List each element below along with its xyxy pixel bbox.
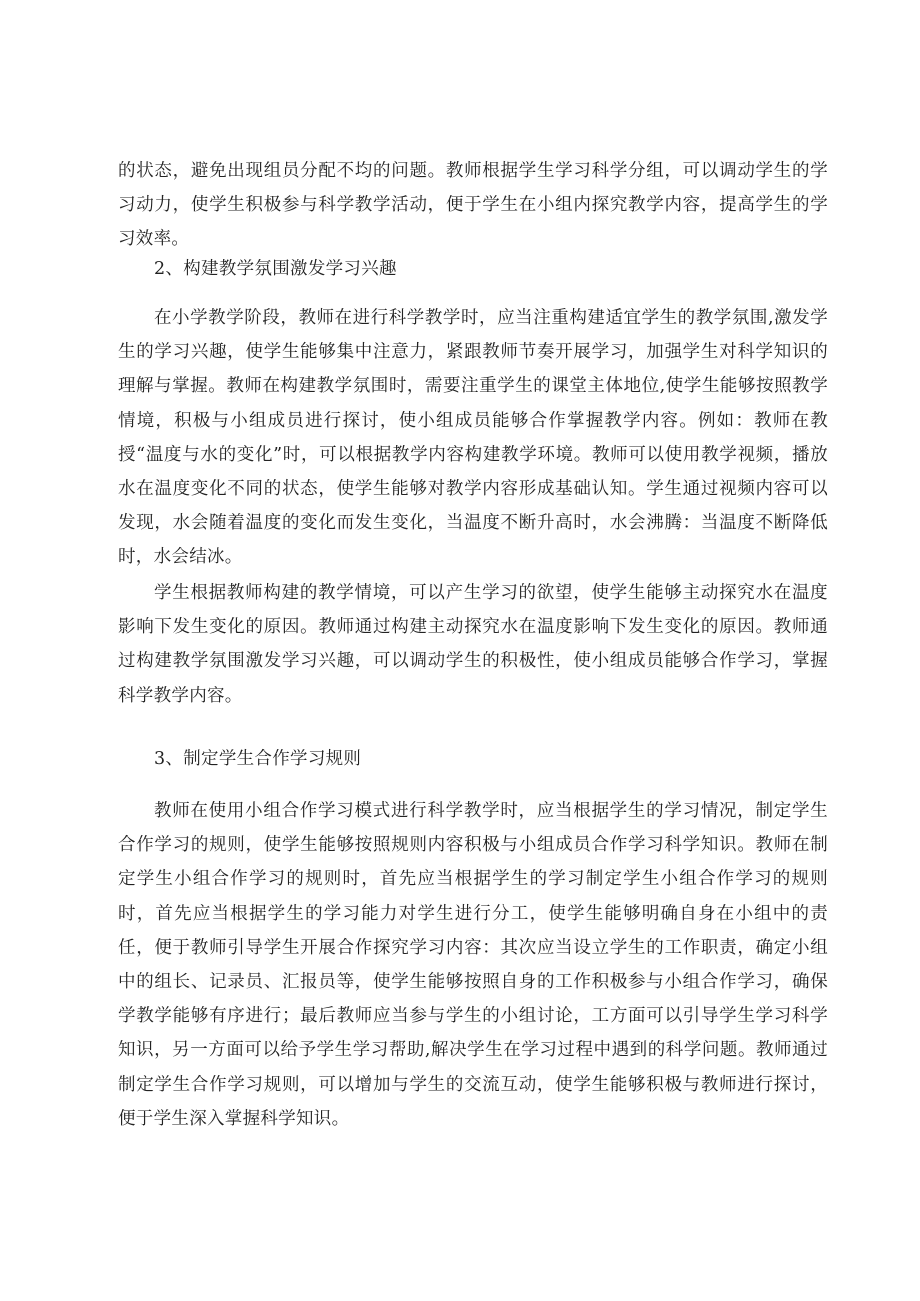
section-heading-2: 2、构建教学氛围激发学习兴趣 [154,259,397,279]
paragraph-2b: 学生根据教师构建的教学情境，可以产生学习的欲望，使学生能够主动探究水在温度影响下发生变化的原因。教师通过构建主动探究水在温度影响下发生变化的原因。教师通过构建教学氛围激发学习兴趣，可以调动学生的积极性，使小组成员能够合作学习，掌握科学教学内容。 [118,583,828,706]
paragraph-3: 教师在使用小组合作学习模式进行科学教学时，应当根据学生的学习情况，制定学生合作学习的规则，使学生能够按照规则内容积极与小组成员合作学习科学知识。教师在制定学生小组合作学习的规则时，首先应当根据学生的学习制定学生小组合作学习的规则时，首先应当根据学生的学习能力对学生进行分工，使学生能够明确自身在小组中的责任，便于教师引导学生开展合作探究学习内容：其次应当设立学生的工作职责，确定小组中的组长、记录员、汇报员等，使学生能够按照自身的工作积极参与小组合作学习，确保学教学能够有序进行；最后教师应当参与学生的小组讨论，工方面可以引导学生学习科学知识，另一方面可以给予学生学习帮助,解决学生在学习过程中遇到的科学问题。教师通过制定学生合作学习规则，可以增加与学生的交流互动，使学生能够积极与教师进行探讨，便于学生深入掌握科学知识。 [118,801,828,1129]
section-heading-3: 3、制定学生合作学习规则 [154,749,362,769]
paragraph-continuation: 的状态，避免出现组员分配不均的问题。教师根据学生学习科学分组，可以调动学生的学习动力，使学生积极参与科学教学活动，便于学生在小组内探究教学内容，提高学生的学习效率。 [118,161,828,250]
paragraph-2a: 在小学教学阶段，教师在进行科学教学时，应当注重构建适宜学生的教学氛围,激发学生的学习兴趣，使学生能够集中注意力，紧跟教师节奏开展学习，加强学生对科学知识的理解与掌握。教师在构建教学氛围时，需要注重学生的课堂主体地位,使学生能够按照教学情境，积极与小组成员进行探讨，使小组成员能够合作掌握教学内容。例如：教师在教授“温度与水的变化”时，可以根据教学内容构建教学环境。教师可以使用教学视频，播放水在温度变化不同的状态，使学生能够对教学内容形成基础认知。学生通过视频内容可以发现，水会随着温度的变化而发生变化，当温度不断升高时，水会沸腾：当温度不断降低时，水会结冰。 [118,308,828,568]
